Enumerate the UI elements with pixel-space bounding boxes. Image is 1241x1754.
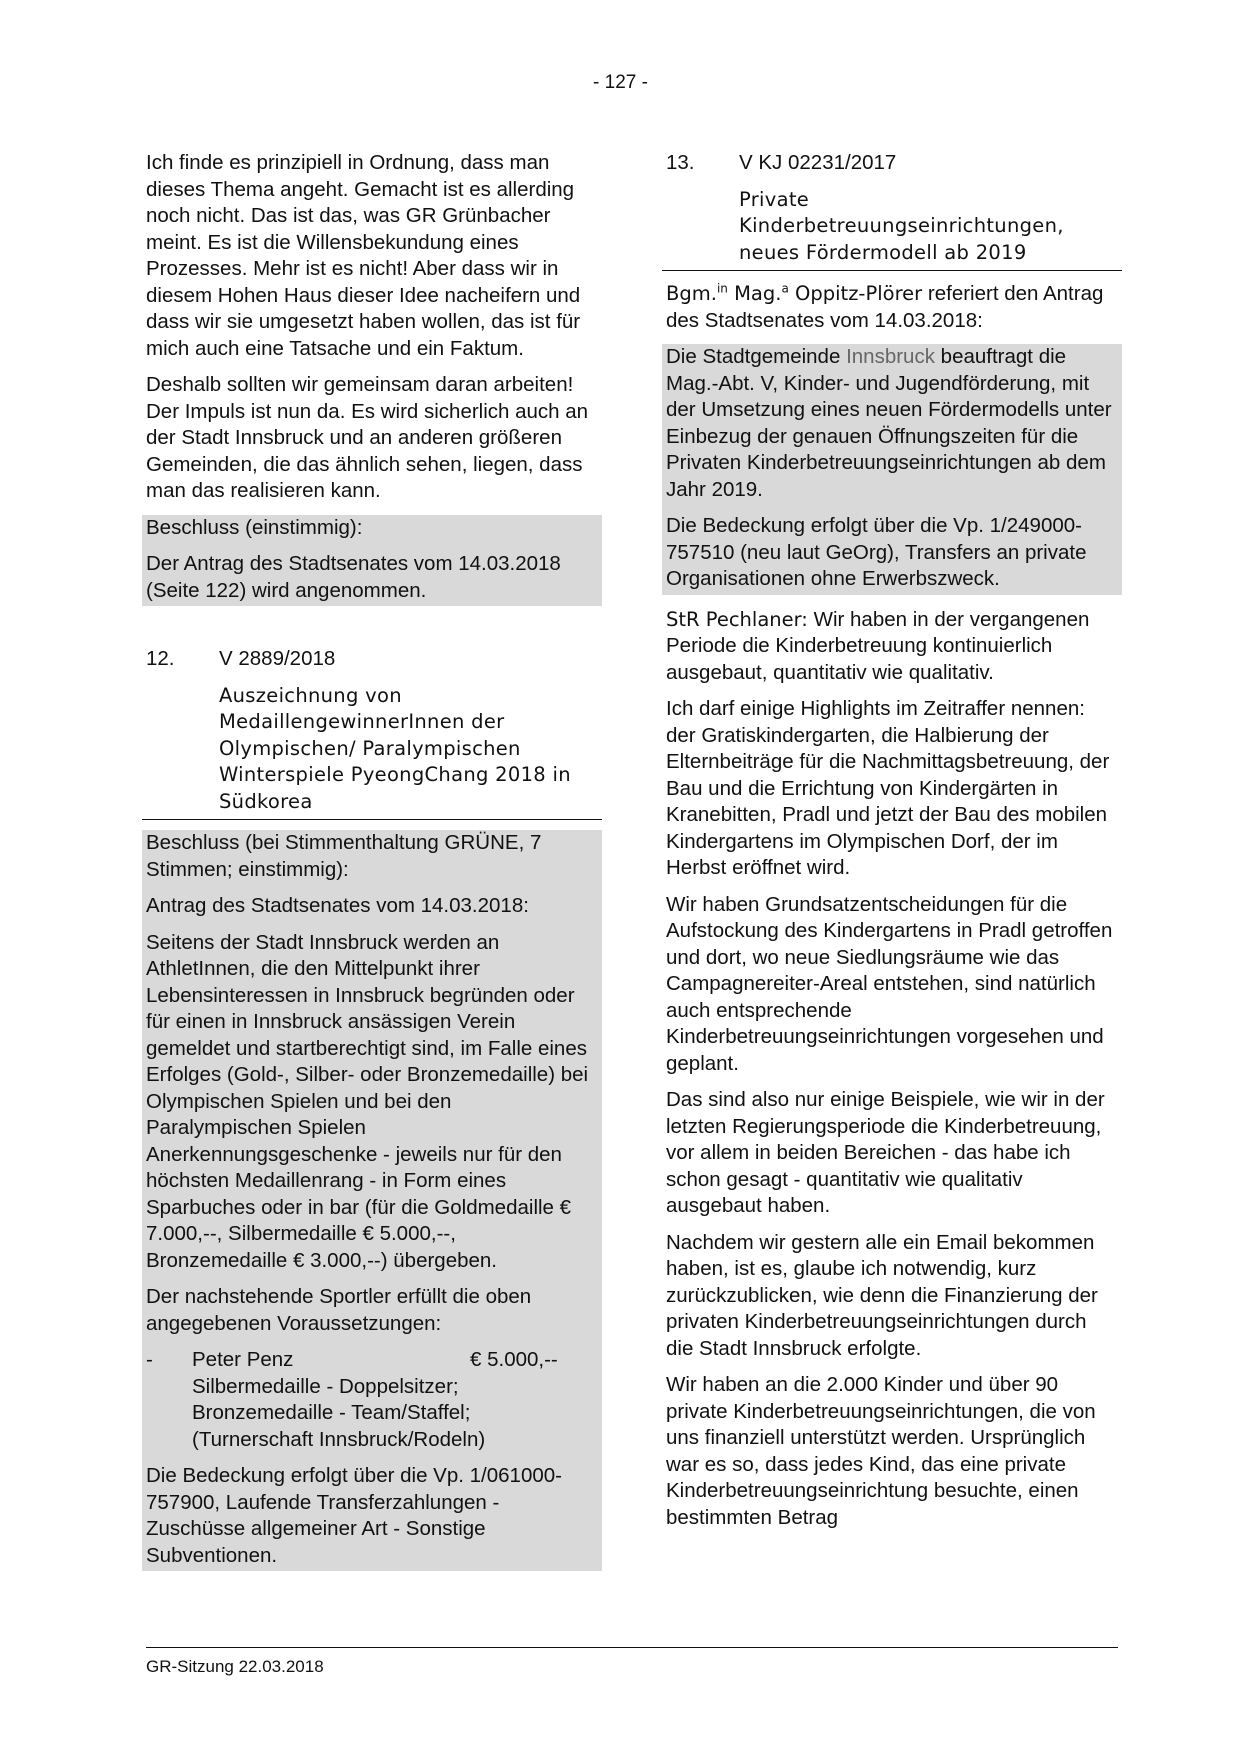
paragraph: Deshalb sollten wir gemeinsam daran arbeiten! Der Impuls ist nun da. Es wird sicherlich auch an der Stadt Innsbruck und an anderen größeren Gemeinden, die das ähnlich sehen, liegen, dass man das realisieren kann.: [146, 373, 589, 502]
divider: [142, 819, 602, 820]
paragraph: Ich finde es prinzipiell in Ordnung, dass man dieses Thema angeht. Gemacht ist es allerding noch nicht. Das ist das, was GR Grünbacher meint. Es ist die Willensbekundung eines Prozesses. Mehr ist es nicht! Aber dass wir in diesem Hohen Haus dieser Idee nacheifern und dass wir sie umgesetzt haben wollen, das ist für mich auch eine Tatsache und ein Faktum.: [146, 151, 581, 360]
speaker-name: StR Pechlaner:: [666, 607, 808, 631]
left-column: [146, 150, 598, 1571]
agenda-item-code: V KJ 02231/2017: [739, 151, 897, 174]
motion-box: [662, 344, 1122, 595]
divider: [662, 270, 1122, 271]
spacer: [146, 606, 598, 646]
agenda-item-13-header: [666, 150, 1118, 177]
city-link[interactable]: Innsbruck: [846, 345, 935, 368]
resolution-text: Der Antrag des Stadtsenates vom 14.03.2018 (Seite 122) wird angenommen.: [146, 552, 561, 602]
page-number: - 127 -: [593, 72, 648, 93]
resolution-heading: Beschluss (bei Stimmenthaltung GRÜNE, 7 Stimmen; einstimmig):: [146, 831, 542, 881]
speaker-intro: Bgm.$^{in}$ Mag.$^a$ Oppitz-Plörer referiert den Antrag des Stadtsenates vom 14.03.2018:: [666, 281, 1104, 332]
speech-paragraph: Nachdem wir gestern alle ein Email bekommen haben, ist es, glaube ich notwendig, kurz zurückzublicken, wie denn die Finanzierung der privaten Kinderbetreuungseinrichtungen durch die Stadt Innsbruck erfolgte.: [666, 1230, 1098, 1360]
funding-text: Die Bedeckung erfolgt über die Vp. 1/249000-757510 (neu laut GeOrg), Transfers an private Organisationen ohne Erwerbszweck.: [666, 514, 1087, 590]
funding-text: Die Bedeckung erfolgt über die Vp. 1/061000-757900, Laufende Transferzahlungen - Zuschüsse allgemeiner Art - Sonstige Subventionen.: [146, 1464, 562, 1567]
speech-paragraph: Wir haben an die 2.000 Kinder und über 90 private Kinderbetreuungseinrichtungen, die von uns finanziell unterstützt werden. Ursprünglich war es so, dass jedes Kind, das eine private Kinderbetreuungseinrichtung besuchte, einen bestimmten Betrag: [666, 1373, 1096, 1529]
motion-text: Der nachstehende Sportler erfüllt die oben angegebenen Voraussetzungen:: [146, 1285, 532, 1335]
athlete-detail: Bronzemedaille - Team/Staffel;: [192, 1401, 471, 1424]
bullet-dash: -: [146, 1348, 153, 1371]
agenda-item-number: 13.: [666, 151, 695, 174]
agenda-item-title: Auszeichnung von MedaillengewinnerInnen der Olympischen/ Paralympischen Winterspiele PyeongChang 2018 in Südkorea: [219, 683, 571, 813]
award-amount: € 5.000,--: [470, 1348, 558, 1371]
resolution-box: [142, 830, 602, 1571]
agenda-item-code: V 2889/2018: [219, 647, 336, 670]
athlete-detail: Silbermedaille - Doppelsitzer;: [192, 1374, 459, 1398]
speech-paragraph: Wir haben Grundsatzentscheidungen für die Aufstockung des Kindergartens in Pradl getroffen und dort, wo neue Siedlungsräume wie das Campagnereiter-Areal entstehen, sind natürlich auch entsprechende Kinderbetreuungseinrichtungen vorgesehen und geplant.: [666, 892, 1113, 1075]
agenda-item-number: 12.: [146, 647, 175, 670]
motion-text: Seitens der Stadt Innsbruck werden an AthletInnen, die den Mittelpunkt ihrer Lebensinteressen in Innsbruck begründen oder für einen in Innsbruck ansässigen Verein gemeldet und startberechtigt sind, im Falle eines Erfolges (Gold-, Silber- oder Bronzemedaille) bei Olympischen Spielen und bei den Paralympischen Spielen Anerkennungsgeschenke - jeweils nur für den höchsten Medaillenrang - in Form eines Sparbuches oder in bar (für die Goldmedaille € 7.000,--, Silbermedaille € 5.000,--, Bronzemedaille € 3.000,--) übergeben.: [146, 930, 589, 1272]
athlete-name: Peter Penz: [192, 1348, 294, 1371]
speech-paragraph: Ich darf einige Highlights im Zeitraffer nennen: der Gratiskindergarten, die Halbierung der Elternbeiträge für die Nachmittagsbetreuung, der Bau und die Errichtung von Kindergärten in Kranebitten, Pradl und jetzt der Bau des mobilen Kindergartens im Olympischen Dorf, der im Herbst eröffnet wird.: [666, 697, 1110, 879]
footer-session: GR-Sitzung 22.03.2018: [146, 1657, 324, 1676]
speaker-name: Bgm.$^{in}$ Mag.$^a$ Oppitz-Plörer: [666, 281, 923, 305]
right-column: [666, 150, 1118, 1541]
agenda-item-12-header: [146, 646, 598, 673]
speech-paragraph: StR Pechlaner: Wir haben in der vergangenen Periode die Kinderbetreuung kontinuierlich ausgebaut, quantitativ wie qualitativ.: [666, 607, 1090, 684]
agenda-item-title: Private Kinderbetreuungseinrichtungen, neues Fördermodell ab 2019: [739, 187, 1064, 264]
motion-heading: Antrag des Stadtsenates vom 14.03.2018:: [146, 894, 529, 917]
footer-rule: [146, 1647, 1118, 1648]
resolution-heading: Beschluss (einstimmig):: [146, 515, 363, 539]
resolution-box: [142, 515, 602, 607]
speech-paragraph: Das sind also nur einige Beispiele, wie wir in der letzten Regierungsperiode die Kinderbetreuung, vor allem in beiden Bereichen - das habe ich schon gesagt - quantitativ wie qualitativ ausgebaut haben.: [666, 1088, 1105, 1217]
athlete-list-item: [146, 1347, 598, 1453]
athlete-club: (Turnerschaft Innsbruck/Rodeln): [192, 1427, 486, 1451]
motion-text: Die Stadtgemeinde Innsbruck beauftragt die Mag.-Abt. V, Kinder- und Jugendförderung, mit der Umsetzung eines neuen Fördermodells unter Einbezug der genauen Öffnungszeiten für die Privaten Kinderbetreuungseinrichtungen ab dem Jahr 2019.: [666, 345, 1112, 501]
